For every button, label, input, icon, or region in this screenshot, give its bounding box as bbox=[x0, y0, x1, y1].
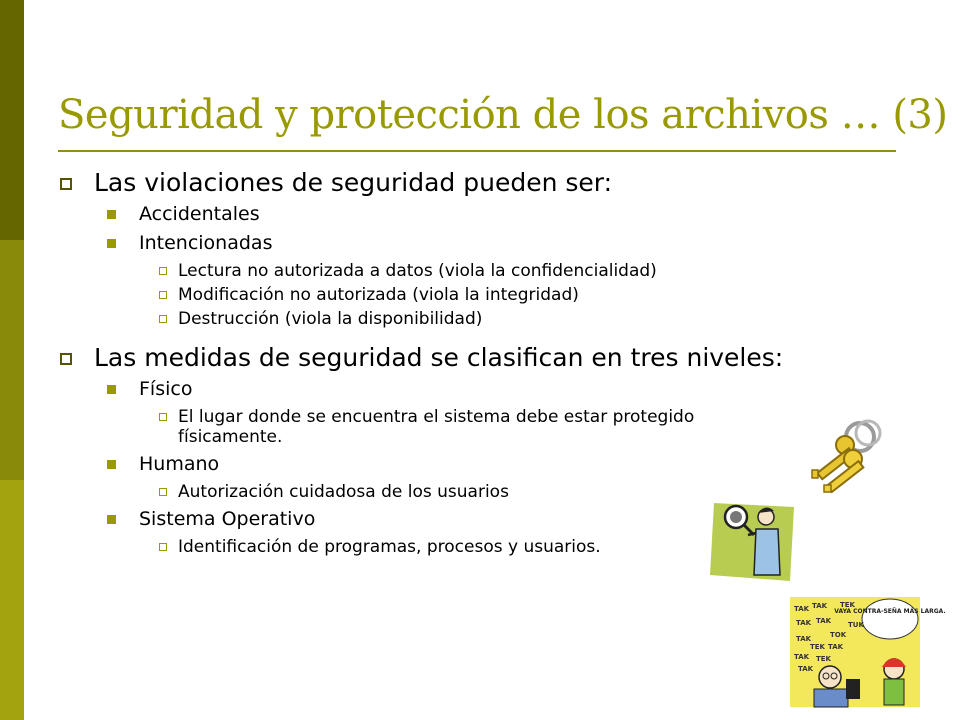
cartoon-sound-word: TAK bbox=[794, 653, 810, 661]
cartoon-sound-word: TAK bbox=[796, 619, 812, 627]
bullet-violations: Las violaciones de seguridad pueden ser: bbox=[58, 168, 918, 197]
bullet-destruction: Destrucción (viola la disponibilidad) bbox=[58, 309, 918, 329]
bullet-human: Humano bbox=[58, 452, 918, 476]
cartoon-sound-word: TAK bbox=[794, 605, 810, 613]
bullet-operating-system: Sistema Operativo bbox=[58, 507, 918, 531]
cartoon-sound-word: TAK bbox=[812, 602, 828, 610]
small-square-bullet-icon bbox=[159, 543, 167, 551]
small-square-bullet-icon bbox=[159, 291, 167, 299]
cartoon-sound-word: TAK bbox=[816, 617, 832, 625]
bullet-security-measures: Las medidas de seguridad se clasifican en tres niveles: bbox=[58, 343, 854, 372]
bullet-operating-system-detail: Identificación de programas, procesos y usuarios. bbox=[58, 537, 918, 557]
cartoon-speech-bubble: VAYA CONTRA-SEÑA MÁS LARGA. bbox=[834, 608, 946, 615]
square-bullet-icon bbox=[107, 210, 116, 219]
square-bullet-icon bbox=[107, 239, 116, 248]
bullet-unauthorized-read: Lectura no autorizada a datos (viola la confidencialidad) bbox=[58, 261, 918, 281]
title-underline bbox=[58, 150, 896, 152]
cartoon-sound-word: TAK bbox=[828, 643, 844, 651]
hollow-square-bullet-icon bbox=[60, 353, 72, 365]
bullet-human-detail: Autorización cuidadosa de los usuarios bbox=[58, 482, 918, 502]
cartoon-sound-word: TEK bbox=[810, 643, 825, 651]
sidebar-band-bottom bbox=[0, 480, 24, 720]
slide-title: Seguridad y protección de los archivos … (3) bbox=[58, 92, 948, 138]
cartoon-sound-word: TUK bbox=[848, 621, 864, 629]
hollow-square-bullet-icon bbox=[60, 178, 72, 190]
square-bullet-icon bbox=[107, 460, 116, 469]
small-square-bullet-icon bbox=[159, 413, 167, 421]
sidebar-band-top bbox=[0, 0, 24, 240]
square-bullet-icon bbox=[107, 385, 116, 394]
keys-icon bbox=[800, 415, 890, 497]
bullet-intentional: Intencionadas bbox=[58, 231, 918, 255]
password-cartoon-image bbox=[790, 597, 946, 707]
cartoon-sound-word: TOK bbox=[830, 631, 847, 639]
bullet-accidental: Accidentales bbox=[58, 202, 918, 226]
bullet-physical: Físico bbox=[58, 377, 918, 401]
sidebar-band-middle bbox=[0, 240, 24, 480]
cartoon-sound-word: TAK bbox=[796, 635, 812, 643]
bullet-unauthorized-modification: Modificación no autorizada (viola la integridad) bbox=[58, 285, 918, 305]
small-square-bullet-icon bbox=[159, 488, 167, 496]
cartoon-sound-word: TEK bbox=[816, 655, 831, 663]
square-bullet-icon bbox=[107, 515, 116, 524]
bullet-physical-detail: El lugar donde se encuentra el sistema debe estar protegido físicamente. bbox=[58, 407, 778, 447]
cartoon-sound-word: TEK bbox=[840, 601, 855, 609]
small-square-bullet-icon bbox=[159, 267, 167, 275]
small-square-bullet-icon bbox=[159, 315, 167, 323]
cartoon-sound-word: TAK bbox=[798, 665, 814, 673]
magnifier-person-icon bbox=[708, 495, 800, 585]
